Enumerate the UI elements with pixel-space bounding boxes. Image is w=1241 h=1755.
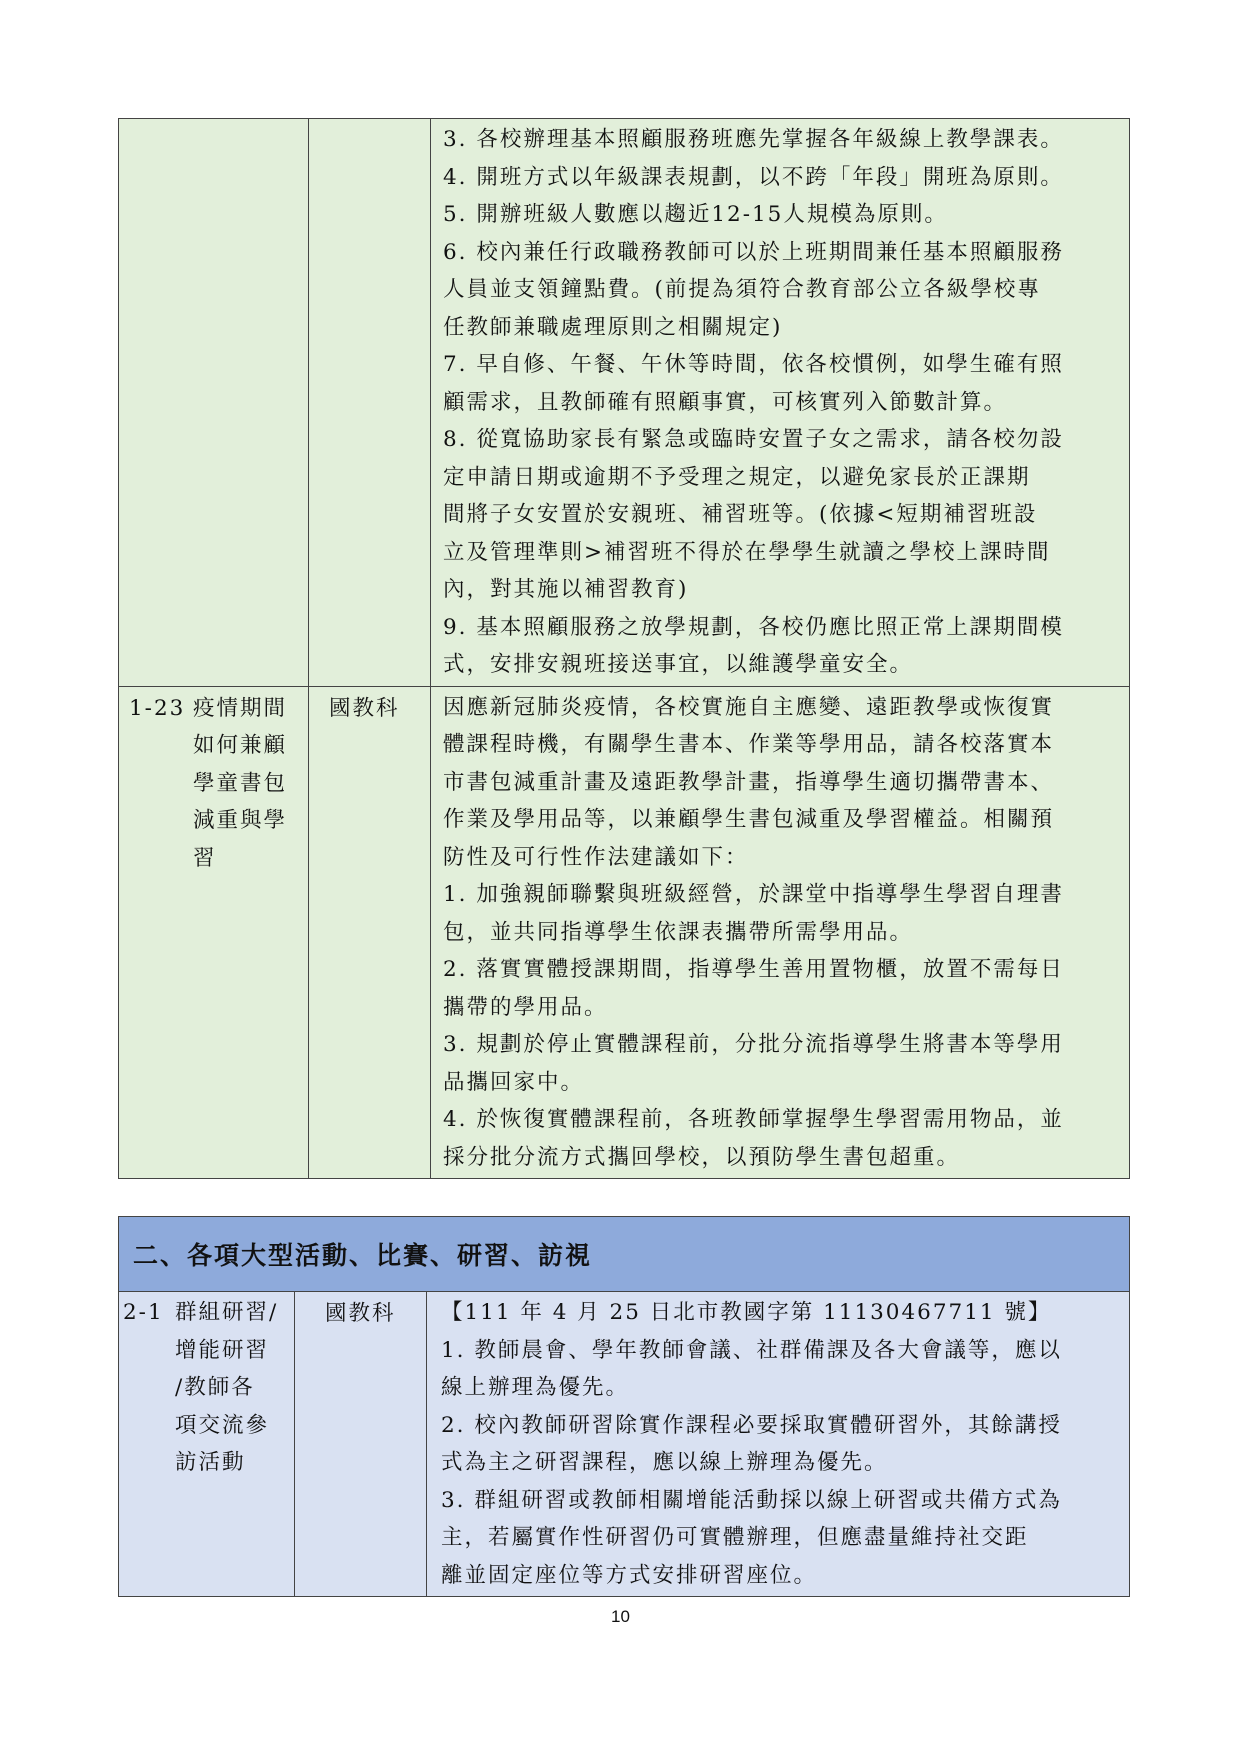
measures-table-continued — [118, 118, 1130, 1179]
item-line: 1. 教師晨會、學年教師會議、社群備課及各大會議等，應以 — [441, 1337, 1062, 1363]
list-item — [441, 1407, 1115, 1482]
intro-line: 作業及學用品等，以兼顧學生書包減重及學習權益。相關預 — [443, 807, 1055, 832]
topic-line: 習 — [193, 845, 217, 871]
list-item — [443, 196, 1115, 234]
intro-line: 因應新冠肺炎疫情，各校實施自主應變、遠距教學或恢復實 — [443, 694, 1055, 720]
topic-cell — [119, 119, 309, 687]
item-line: 定申請日期或逾期不予受理之規定，以避免家長於正課期 — [443, 464, 1031, 490]
item-line: 主，若屬實作性研習仍可實體辦理，但應盡量維持社交距 — [441, 1525, 1029, 1550]
unit-cell — [309, 119, 431, 687]
list-item — [443, 1101, 1115, 1176]
topic-line: 項交流參 — [175, 1412, 270, 1438]
page-number: 10 — [611, 1607, 630, 1626]
section-two-table — [118, 1216, 1130, 1597]
list-item — [441, 1482, 1115, 1595]
item-line: 離並固定座位等方式安排研習座位。 — [441, 1562, 818, 1588]
item-line: 式為主之研習課程，應以線上辦理為優先。 — [441, 1450, 888, 1475]
list-item — [443, 951, 1115, 1026]
intro-line: 市書包減重計畫及遠距教學計畫，指導學生適切攜帶書本、 — [443, 769, 1055, 795]
intro-line: 體課程時機，有關學生書本、作業等學用品，請各校落實本 — [443, 732, 1055, 757]
topic-line: 訪活動 — [175, 1450, 246, 1475]
item-line: 間將子女安置於安親班、補習班等。(依據<短期補習班設 — [443, 502, 1038, 527]
section-header-row — [119, 1217, 1130, 1292]
topic-cell — [119, 686, 309, 1179]
item-line: 6. 校內兼任行政職務教師可以於上班期間兼任基本照顧服務 — [443, 239, 1064, 265]
list-item — [443, 421, 1115, 609]
item-line: 顧需求，且教師確有照顧事實，可核實列入節數計算。 — [443, 389, 1008, 415]
item-line: 內，對其施以補習教育) — [443, 577, 689, 602]
topic-line: 增能研習 — [175, 1337, 270, 1363]
content-cell — [431, 119, 1130, 687]
item-line: 4. 開班方式以年級課表規劃，以不跨「年段」開班為原則。 — [443, 164, 1064, 190]
section-title: 二、各項大型活動、比賽、研習、訪視 — [133, 1241, 593, 1270]
list-item — [443, 609, 1115, 684]
section-header-cell — [119, 1217, 1130, 1292]
item-number: 2-1 — [123, 1300, 164, 1325]
topic-line: 群組研習/ — [175, 1300, 279, 1325]
item-number: 1-23 — [129, 695, 186, 721]
item-line: 立及管理準則>補習班不得於在學學生就讀之學校上課時間 — [443, 539, 1051, 565]
list-item — [443, 1026, 1115, 1101]
list-item — [443, 121, 1115, 159]
item-line: 品攜回家中。 — [443, 1069, 585, 1095]
topic-line: 學童書包 — [193, 770, 288, 796]
item-line: 7. 早自修、午餐、午休等時間，依各校慣例，如學生確有照 — [443, 352, 1064, 377]
item-line: 採分批分流方式攜回學校，以預防學生書包超重。 — [443, 1144, 961, 1170]
item-line: 攜帶的學用品。 — [443, 994, 608, 1020]
item-line: 9. 基本照顧服務之放學規劃，各校仍應比照正常上課期間模 — [443, 614, 1064, 640]
list-item — [443, 876, 1115, 951]
item-list — [443, 876, 1115, 1176]
list-item — [443, 346, 1115, 421]
item-line: 線上辦理為優先。 — [441, 1375, 630, 1400]
intro-paragraph — [443, 689, 1115, 877]
table-row — [119, 686, 1130, 1179]
responsible-unit: 國教科 — [325, 1301, 396, 1326]
intro-line: 防性及可行性作法建議如下： — [443, 844, 749, 870]
topic-title — [193, 690, 287, 878]
item-line: 5. 開辦班級人數應以趨近12-15人規模為原則。 — [443, 202, 948, 227]
item-line: 2. 校內教師研習除實作課程必要採取實體研習外，其餘講授 — [441, 1412, 1062, 1438]
content-cell — [427, 1292, 1130, 1597]
content-cell — [431, 686, 1130, 1179]
item-line: 包，並共同指導學生依課表攜帶所需學用品。 — [443, 919, 914, 945]
item-line: 4. 於恢復實體課程前，各班教師掌握學生學習需用物品，並 — [443, 1107, 1064, 1132]
topic-line: /教師各 — [175, 1375, 255, 1400]
table-row — [119, 1292, 1130, 1597]
list-item — [443, 234, 1115, 347]
item-line: 3. 各校辦理基本照顧服務班應先掌握各年級線上教學課表。 — [443, 127, 1064, 152]
item-line: 任教師兼職處理原則之相關規定) — [443, 314, 783, 340]
item-line: 8. 從寬協助家長有緊急或臨時安置子女之需求，請各校勿設 — [443, 427, 1064, 452]
responsible-unit: 國教科 — [329, 695, 400, 721]
item-line: 人員並支領鐘點費。(前提為須符合教育部公立各級學校專 — [443, 277, 1041, 302]
topic-line: 疫情期間 — [193, 695, 288, 721]
item-line: 1. 加強親師聯繫與班級經營，於課堂中指導學生學習自理書 — [443, 882, 1064, 907]
topic-line: 如何兼顧 — [193, 733, 288, 758]
item-line: 3. 規劃於停止實體課程前，分批分流指導學生將書本等學用 — [443, 1032, 1064, 1057]
topic-cell — [119, 1292, 295, 1597]
unit-cell — [309, 686, 431, 1179]
list-item — [443, 159, 1115, 197]
unit-cell — [295, 1292, 427, 1597]
table-row — [119, 119, 1130, 687]
topic-title — [175, 1294, 278, 1482]
list-item — [441, 1332, 1115, 1407]
item-list — [443, 121, 1115, 684]
item-list — [441, 1332, 1115, 1595]
document-reference: 【111 年 4 月 25 日北市教國字第 11130467711 號】 — [441, 1300, 1052, 1325]
item-line: 3. 群組研習或教師相關增能活動採以線上研習或共備方式為 — [441, 1487, 1062, 1513]
item-line: 2. 落實實體授課期間，指導學生善用置物櫃，放置不需每日 — [443, 957, 1064, 982]
item-line: 式，安排安親班接送事宜，以維護學童安全。 — [443, 652, 914, 677]
topic-line: 減重與學 — [193, 808, 288, 833]
